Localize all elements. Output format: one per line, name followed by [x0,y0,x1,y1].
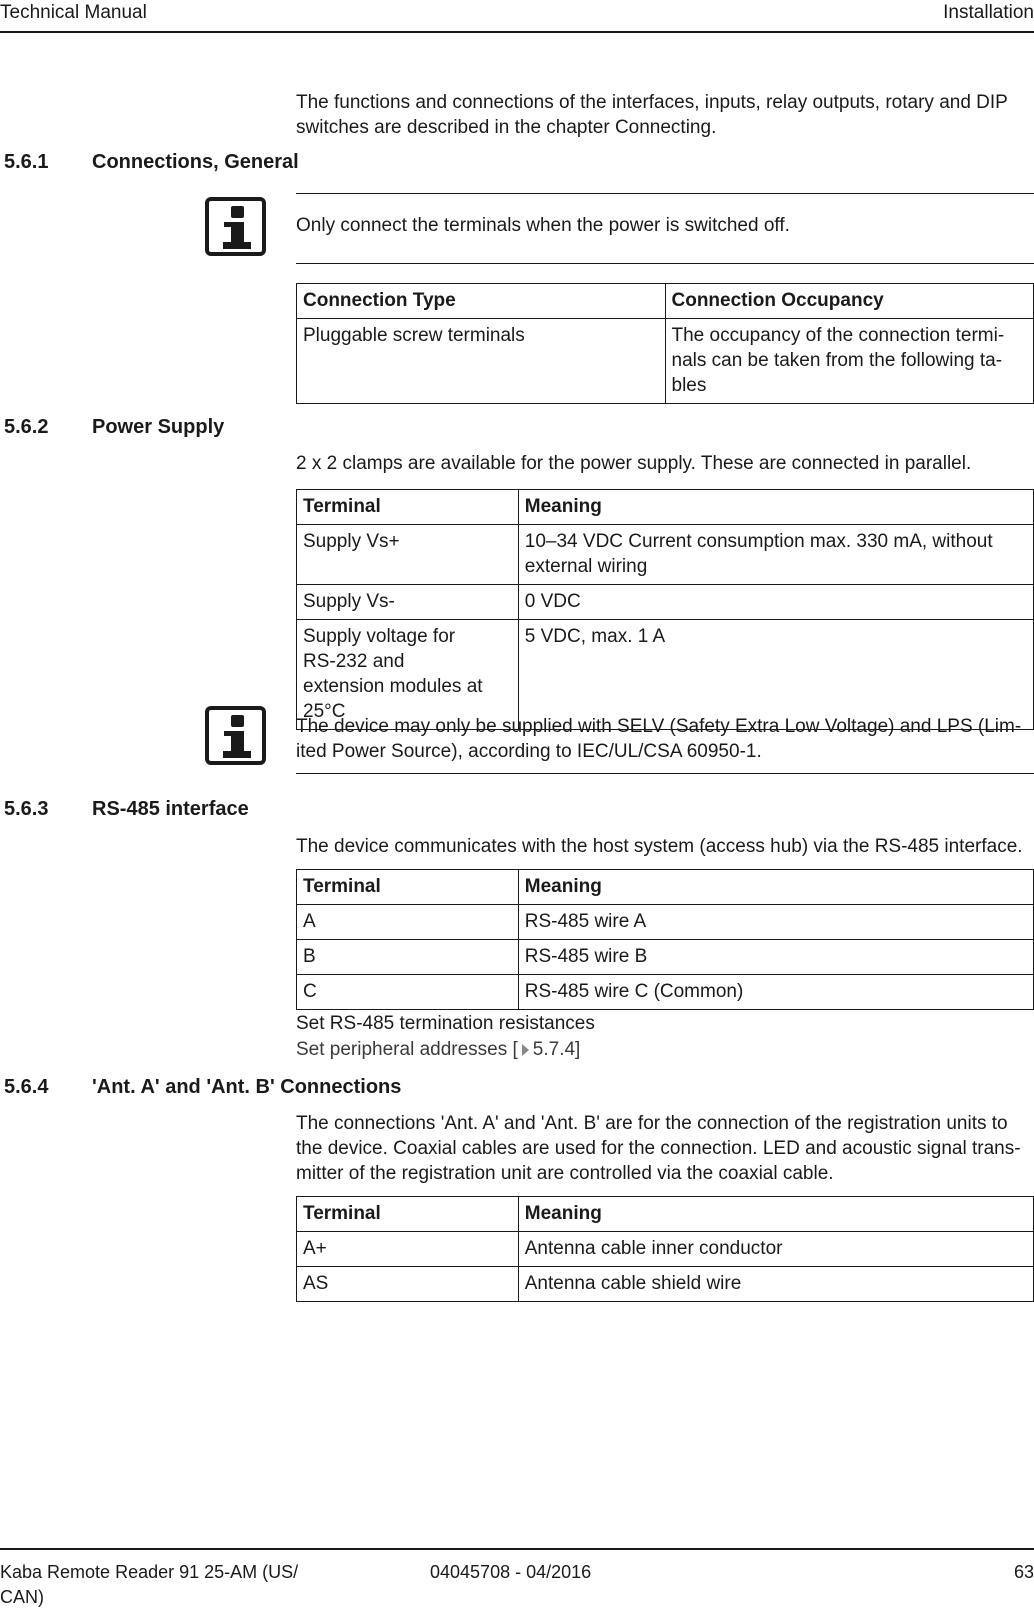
column-header: Meaning [518,490,1033,525]
link-ref: 5.7.4] [532,1039,581,1060]
note-text: Only connect the terminals when the power is switched off. [296,215,790,236]
section-heading-5-6-2 [4,415,224,440]
section-title: 'Ant. A' and 'Ant. B' Connections [92,1076,402,1098]
footer-doc-number: 04045708 - 04/2016 [430,1562,592,1582]
table-cell: A [297,905,519,940]
table-cell: 0 VDC [518,585,1033,620]
power-supply-text: 2 x 2 clamps are available for the power supply. These are connected in parallel. [296,453,972,474]
table-cell: Antenna cable inner conductor [518,1232,1033,1267]
intro-paragraph: The functions and connections of the interfaces, inputs, relay outputs, rotary and DIP switches are described in the chapter Connecting. [296,92,1008,138]
table-cell: Supply Vs- [297,585,519,620]
column-header: Terminal [297,870,519,905]
antenna-text: The connections 'Ant. A' and 'Ant. B' are for the connection of the registration units to the device. Coaxial cables are used for the connection. LED and acoustic signal transmitter of the registration unit are controlled via the coaxial cable. [296,1113,1021,1184]
table-row [297,1267,1034,1302]
table-row [297,319,1034,404]
table-header-row [297,490,1034,525]
table-cell: Pluggable screw terminals [297,319,666,404]
table-row [297,620,1034,730]
table-row [297,940,1034,975]
section-number: 5.6.1 [4,151,49,173]
table-header-row [297,870,1034,905]
rs485-table [296,869,1034,1010]
table-cell: RS-485 wire C (Common) [518,975,1033,1010]
section-number: 5.6.3 [4,798,49,820]
table-cell: AS [297,1267,519,1302]
table-row [297,585,1034,620]
table-cell: Supply Vs+ [297,525,519,585]
note-top-rule [296,193,1034,194]
xref-arrow-icon [522,1044,529,1056]
info-icon [205,706,266,765]
header-chapter: Installation [943,2,1034,23]
table-cell: C [297,975,519,1010]
section-number: 5.6.2 [4,416,49,438]
table-header-row [297,284,1034,319]
connection-type-table [296,283,1034,404]
table-cell: RS-485 wire A [518,905,1033,940]
section-heading-5-6-1 [4,150,299,175]
peripheral-address-link[interactable] [296,1037,1031,1062]
table-header-row [297,1197,1034,1232]
header-title: Technical Manual [0,2,147,23]
section-title: Connections, General [92,151,299,173]
table-cell: Supply voltage for RS-232 and extension modules at 25°C [297,620,519,730]
note-bottom-rule [296,773,1034,774]
table-cell: RS-485 wire B [518,940,1033,975]
column-header: Connection Occupancy [665,284,1034,319]
table-cell: 10–34 VDC Current consumption max. 330 mA, without external wiring [518,525,1033,585]
column-header: Connection Type [297,284,666,319]
table-cell: B [297,940,519,975]
section-number: 5.6.4 [4,1076,49,1098]
table-row [297,975,1034,1010]
power-supply-table [296,489,1034,730]
column-header: Meaning [518,1197,1033,1232]
page-footer [0,1548,1034,1609]
info-icon [205,197,266,256]
table-cell: Antenna cable shield wire [518,1267,1033,1302]
column-header: Meaning [518,870,1033,905]
rs485-text: The device communicates with the host system (access hub) via the RS-485 interface. [296,836,1023,857]
footer-page-number: 63 [1013,1562,1034,1582]
table-cell: 5 VDC, max. 1 A [518,620,1033,730]
section-heading-5-6-4 [4,1075,401,1100]
table-row [297,905,1034,940]
table-cell: The occupancy of the connection terminals can be taken from the following tables [665,319,1034,404]
page-header [0,0,1034,33]
column-header: Terminal [297,490,519,525]
section-heading-5-6-3 [4,797,249,822]
table-cell: A+ [297,1232,519,1267]
section-title: RS-485 interface [92,798,249,820]
note-text: The device may only be supplied with SELV (Safety Extra Low Voltage) and LPS (Limited Power Source), according to IEC/UL/CSA 60950-1. [296,716,1022,762]
footer-product: Kaba Remote Reader 91 25-AM (US/ CAN) [0,1562,299,1607]
table-row [297,525,1034,585]
section-title: Power Supply [92,416,225,438]
antenna-table [296,1196,1034,1302]
column-header: Terminal [297,1197,519,1232]
link-text: Set peripheral addresses [ [296,1039,518,1060]
note-bottom-rule [296,263,1034,264]
table-row [297,1232,1034,1267]
termination-link[interactable]: Set RS-485 termination resistances [296,1013,595,1034]
